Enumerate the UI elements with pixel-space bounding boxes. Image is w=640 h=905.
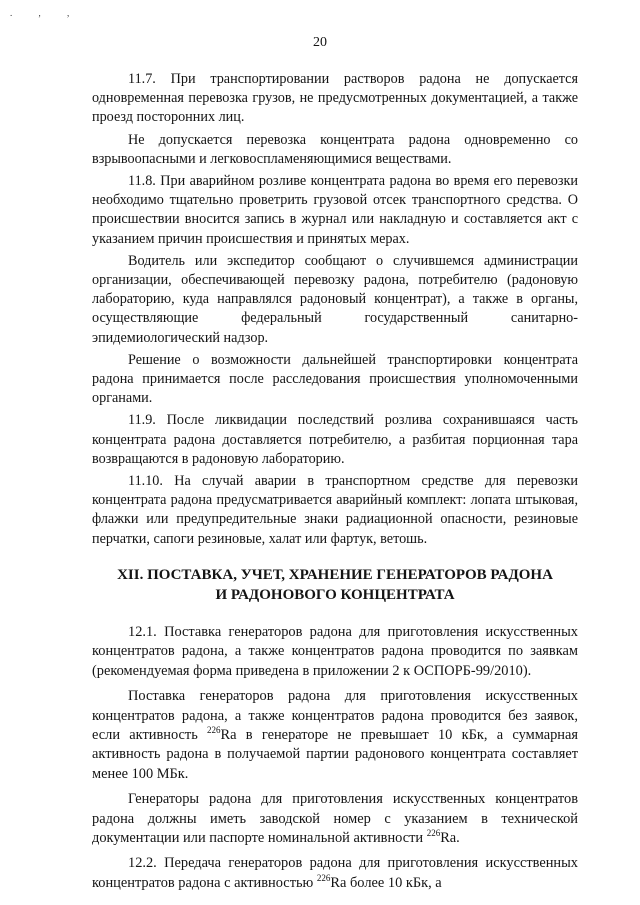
- section-12: [92, 623, 578, 893]
- paragraph-12-2: [92, 854, 578, 893]
- paragraph-text: 12.2. Передача генераторов радона для приготовления искусственных концентратов радона с активностью: [92, 855, 578, 891]
- paragraph-12-1: 12.1. Поставка генераторов радона для приготовления искусственных концентратов радона, а также концентратов радона проводится по заявкам (рекомендуемая форма приведена в приложении 2 к ОСПОРБ-99/2010).: [92, 623, 578, 679]
- paragraph-11-8-driver: Водитель или экспедитор сообщают о случившемся администрации организации, обеспечивающей перевозку радона, потребителю (радоновую лабораторию, куда направлялся радоновый концентрат), а также в органы, осуществляющие федеральный государственный санитарно-эпидемиологический надзор.: [92, 252, 578, 346]
- corner-marks: . , ,: [10, 8, 82, 18]
- paragraph-text: Поставка генераторов радона для приготовления искусственных концентратов радона, а также концентратов радона проводится без заявок, если активность: [92, 688, 578, 743]
- paragraph-11-7: 11.7. При транспортировании растворов радона не допускается одновременная перевозка грузов, не предусмотренных документацией, а также проезд посторонних лиц.: [92, 71, 578, 126]
- section-heading: [92, 565, 578, 605]
- paragraph-11-8: 11.8. При аварийном розливе концентрата радона во время его перевозки необходимо тщательно проветрить грузовой отсек транспортного средства. О происшествии вносится запись в журнал или накладную и составляется акт с указанием причин происшествия и принятых мерах.: [92, 173, 578, 247]
- paragraph-11-8-decision: Решение о возможности дальнейшей транспортировки концентрата радона принимается после расследования происшествия уполномоченными органами.: [92, 351, 578, 407]
- isotope-superscript: 226: [426, 827, 441, 838]
- paragraph-12-1-serial-number: [92, 790, 578, 848]
- paragraph-text: Генераторы радона для приготовления искусственных концентратов радона должны иметь заводской номер с указанием в технической документации или паспорте номинальной активности: [92, 791, 578, 846]
- document-body: [92, 70, 578, 896]
- isotope-superscript: 226: [316, 872, 331, 883]
- page-number: 20: [313, 35, 327, 50]
- paragraph-text: Ra более 10 кБк, а: [330, 874, 442, 891]
- paragraph-12-1-no-request: [92, 687, 578, 784]
- paragraph-11-9: 11.9. После ликвидации последствий розлива сохранившаяся часть концентрата радона доставляется потребителю, а разбитая порционная тара возвращаются в радоновую лабораторию.: [92, 412, 578, 467]
- paragraph-11-7-explosives: Не допускается перевозка концентрата радона одновременно со взрывоопасными и легковоспламеняющимися веществами.: [92, 131, 578, 167]
- section-heading-line-2: И РАДОНОВОГО КОНЦЕНТРАТА: [215, 586, 455, 603]
- paragraph-text: Ra.: [440, 829, 460, 846]
- section-heading-line-1: XII. ПОСТАВКА, УЧЕТ, ХРАНЕНИЕ ГЕНЕРАТОРОВ РАДОНА: [117, 566, 553, 583]
- isotope-superscript: 226: [207, 724, 221, 735]
- paragraph-11-10: 11.10. На случай аварии в транспортном средстве для перевозки концентрата радона предусматривается аварийный комплект: лопата штыковая, флажки или предупредительные знаки радиационной опасности, резиновые перчатки, сапоги резиновые, халат или фартук, ветошь.: [92, 473, 578, 547]
- paragraph-text: Ra в генераторе не превышает 10 кБк, а суммарная активность радона в получаемой партии радонового концентрата составляет менее 100 МБк.: [92, 726, 579, 782]
